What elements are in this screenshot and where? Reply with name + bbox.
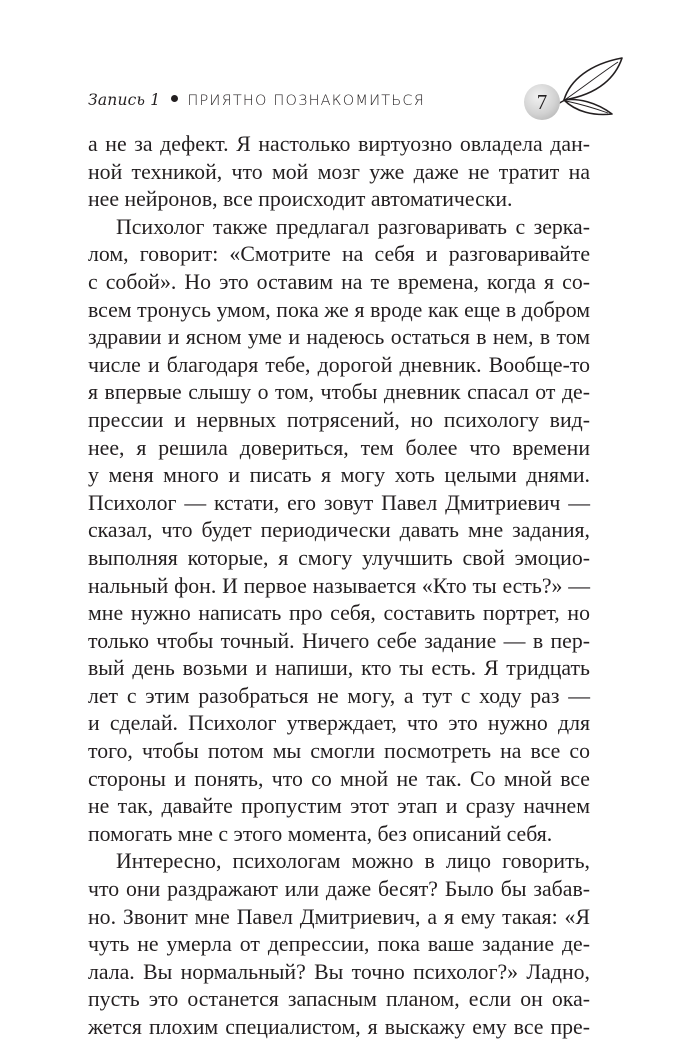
text-line: и сделай. Психолог утверждает, что это нужно для (88, 711, 590, 736)
text-line: вый день возьми и напиши, кто ты есть. Я тридцать (88, 656, 590, 681)
text-line: нальный фон. И первое называется «Кто ты есть?» — (88, 573, 590, 598)
paragraph (88, 131, 590, 214)
header-bullet-icon (171, 95, 178, 102)
text-line: я впервые слышу о том, чтобы дневник спасал от де- (88, 380, 590, 405)
paragraph (88, 848, 590, 1041)
text-line: прессии и нервных потрясений, но психологу вид- (88, 407, 590, 432)
text-line: нее, я решила довериться, тем более что времени (88, 435, 590, 460)
text-line: что они раздражают или даже бесят? Было бы забав- (88, 877, 590, 902)
text-line: у меня много и писать я могу хоть целыми днями. (88, 463, 590, 488)
text-line: всем тронусь умом, пока же я вроде как еще в добром (88, 297, 590, 322)
header-chapter-title: ПРИЯТНО ПОЗНАКОМИТЬСЯ (187, 93, 426, 109)
text-line: Интересно, психологам можно в лицо говорить, (116, 849, 590, 874)
paragraph (88, 214, 590, 849)
page-number: 7 (524, 84, 560, 120)
text-line: лала. Вы нормальный? Вы точно психолог?» Ладно, (88, 959, 590, 984)
text-line: Психолог — кстати, его зовут Павел Дмитриевич — (88, 490, 590, 515)
text-line: ной техникой, что мой мозг уже даже не тратит на (88, 159, 590, 184)
text-line: числе и благодаря тебе, дорогой дневник. Вообще-то (88, 352, 590, 377)
leaf-icon (556, 54, 628, 118)
text-line: чуть не умерла от депрессии, пока ваше задание де- (88, 932, 590, 957)
text-line: помогать мне с этого момента, без описаний себя. (88, 821, 553, 846)
text-line: но. Звонит мне Павел Дмитриевич, а я ему такая: «Я (88, 904, 590, 929)
text-line: пусть это останется запасным планом, если он ока- (88, 987, 590, 1012)
text-line: лом, говорит: «Смотрите на себя и разговаривайте (88, 242, 590, 267)
text-line: Психолог также предлагал разговаривать с зерка- (116, 214, 590, 239)
text-line: того, чтобы потом мы смогли посмотреть на все со (88, 739, 590, 764)
header-section-title: Запись 1 (88, 91, 161, 109)
text-line: только чтобы точный. Ничего себе задание — в пер- (88, 628, 590, 653)
text-line: нее нейронов, все происходит автоматически. (88, 187, 513, 212)
text-line: не так, давайте пропустим этот этап и сразу начнем (88, 794, 590, 819)
text-line: а не за дефект. Я настолько виртуозно овладела дан- (88, 132, 590, 156)
running-header (88, 91, 425, 109)
text-line: лет с этим разобраться не могу, а тут с ходу раз — (88, 683, 590, 708)
text-line: стороны и понять, что со мной не так. Со мной все (88, 766, 590, 791)
text-line: жется плохим специалистом, я выскажу ему все пре- (88, 1015, 590, 1039)
text-line: здравии и ясном уме и надеюсь остаться в нем, в том (88, 325, 590, 350)
text-line: выполняя которые, я смогу улучшить свой эмоцио- (88, 545, 590, 570)
text-line: с собой». Но это оставим на те времена, когда я со- (88, 269, 590, 294)
text-line: сказал, что будет периодически давать мне задания, (88, 518, 590, 543)
body-text (88, 131, 590, 1042)
text-line: мне нужно написать про себя, составить портрет, но (88, 601, 590, 626)
